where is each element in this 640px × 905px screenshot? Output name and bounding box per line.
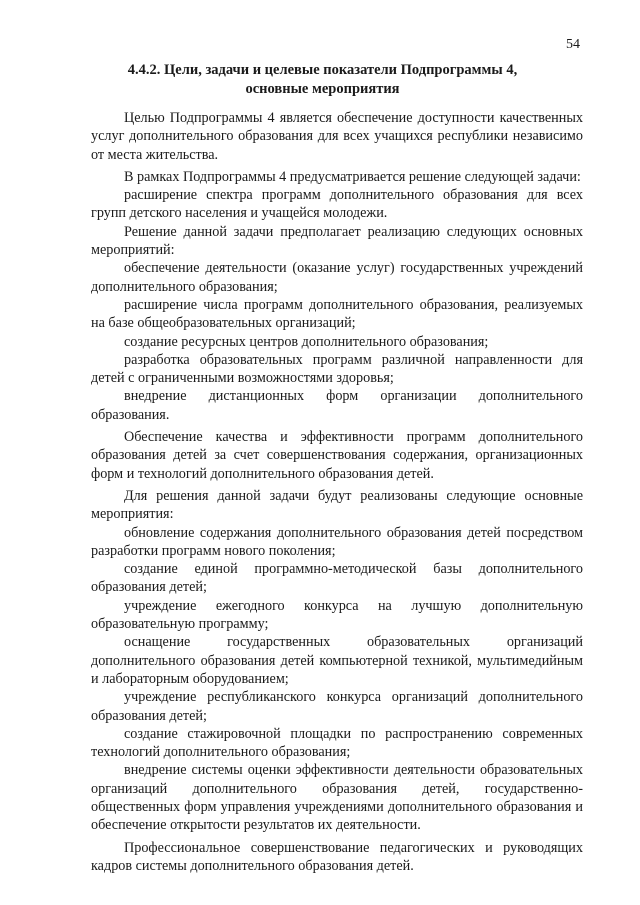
body-text [91,109,583,875]
page-number: 54 [566,37,580,52]
paragraph: Целью Подпрограммы 4 является обеспечение доступности качественных услуг дополнительного образования для всех учащихся республики независимо от места жительства. [91,110,583,163]
paragraph: Для решения данной задачи будут реализованы следующие основные мероприятия: [91,487,583,523]
paragraph: расширение числа программ дополнительного образования, реализуемых на базе общеобразовательных организаций; [91,296,583,332]
paragraph: обновление содержания дополнительного образования детей посредством разработки программ нового поколения; [91,524,583,559]
paragraph: обеспечение деятельности (оказание услуг) государственных учреждений дополнительного образования; [91,260,583,295]
paragraph: Обеспечение качества и эффективности программ дополнительного образования детей за счет совершенствования содержания, организационных форм и технологий дополнительного образования детей. [91,429,583,482]
paragraph: учреждение ежегодного конкурса на лучшую дополнительную образовательную программу; [91,597,583,633]
paragraph: создание единой программно-методической базы дополнительного образования детей; [91,561,583,596]
paragraph: внедрение дистанционных форм организации дополнительного образования. [91,388,583,423]
paragraph: расширение спектра программ дополнительного образования для всех групп детского населения и учащейся молодежи. [91,187,583,222]
paragraph: учреждение республиканского конкурса организаций дополнительного образования детей; [91,689,583,724]
paragraph: оснащение государственных образовательных организаций дополнительного образования детей компьютерной техникой, мультимедийным и лабораторным оборудованием; [91,634,583,687]
paragraph: Решение данной задачи предполагает реализацию следующих основных мероприятий: [91,223,583,259]
section-heading-line-2: основные мероприятия [245,81,400,97]
paragraph: создание стажировочной площадки по распространению современных технологий дополнительного образования; [91,725,583,761]
paragraph: В рамках Подпрограммы 4 предусматривается решение следующей задачи: [124,168,581,185]
paragraph: Профессиональное совершенствование педагогических и руководящих кадров системы дополнительного образования детей. [91,839,583,874]
paragraph: создание ресурсных центров дополнительного образования; [124,333,489,350]
paragraph: разработка образовательных программ различной направленности для детей с ограниченными возможностями здоровья; [91,351,583,387]
section-heading [90,61,555,99]
paragraph: внедрение системы оценки эффективности деятельности образовательных организаций дополнительного образования детей, государственно-общественных форм управления учреждениями дополнительного образования и обеспечение открытости результатов их деятельности. [91,762,583,834]
section-heading-line-1: 4.4.2. Цели, задачи и целевые показатели Подпрограммы 4, [127,62,518,78]
